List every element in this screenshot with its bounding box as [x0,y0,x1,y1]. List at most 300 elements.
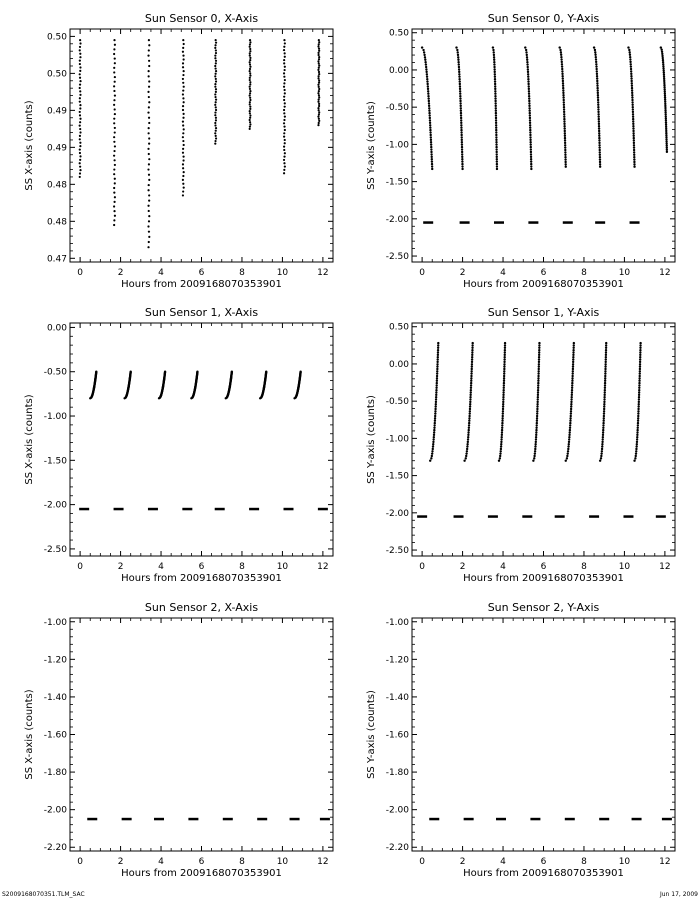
data-point [530,151,532,153]
data-point [501,429,503,431]
data-point [436,363,438,365]
data-point [495,126,497,128]
y-tick-label: -0.50 [385,103,409,114]
data-point [79,152,81,154]
data-point [284,142,286,144]
data-point [665,121,667,123]
data-point [79,77,81,79]
data-point [249,63,251,65]
data-point [633,149,635,151]
data-point [598,127,600,129]
data-point [148,49,150,51]
data-point [471,356,473,358]
data-point [500,450,502,452]
data-point [630,77,632,79]
data-point [537,370,539,372]
data-point [318,82,320,84]
data-point [601,448,603,450]
data-point [569,429,571,431]
data-point [572,354,574,356]
data-point [494,73,496,75]
y-tick-label: -1.00 [385,434,409,445]
data-point [566,455,568,457]
y-tick-label: 0.00 [388,359,409,370]
data-point [113,122,115,124]
data-point [537,375,539,377]
data-point [499,452,501,454]
data-point [79,107,81,109]
data-point [471,351,473,353]
data-point [469,394,471,396]
data-point [664,103,666,105]
data-point [318,105,320,107]
y-tick-label: -1.20 [43,655,67,666]
data-point [639,358,641,360]
data-point [503,377,505,379]
data-point [534,443,536,445]
chart-title: Sun Sensor 0, Y-Axis [487,12,600,25]
data-point [459,97,461,99]
data-point [318,86,320,88]
data-point [283,132,285,134]
data-point [529,129,531,131]
data-point [317,52,319,54]
data-point [499,457,501,459]
x-tick-label: 6 [198,562,205,572]
data-point [423,54,425,56]
data-point [636,438,638,440]
data-point [283,62,285,64]
data-point [665,126,667,128]
data-point [431,156,433,158]
data-point [536,420,538,422]
data-point [537,382,539,384]
data-point [147,55,149,57]
data-point [636,434,638,436]
data-point [499,455,501,457]
data-point [636,431,638,433]
data-point [182,39,184,41]
data-point [601,443,603,445]
data-point [113,210,115,212]
x-tick-label: 0 [419,562,425,572]
chart-title: Sun Sensor 2, X-Axis [144,601,259,614]
data-point [571,387,573,389]
data-point [598,139,600,141]
data-point [537,391,539,393]
data-point [597,89,599,91]
data-point [182,124,184,126]
data-point [633,142,635,144]
data-point [284,56,286,58]
data-point [461,168,463,170]
data-point [562,94,564,96]
data-point [537,389,539,391]
y-axis-label: SS X-axis (counts) [24,100,35,191]
data-point [529,114,531,116]
data-point [182,159,184,161]
data-point [435,389,437,391]
footer-filename: S2009168070351.TLM_SAC [2,891,85,898]
data-point [504,349,506,351]
data-point [665,115,667,117]
data-point [425,66,427,68]
y-tick-label: -1.00 [43,617,67,628]
data-point [433,429,435,431]
data-point [564,156,566,158]
data-point [113,192,115,194]
data-point [568,438,570,440]
data-point [534,445,536,447]
data-point [535,429,537,431]
data-point [214,111,216,113]
data-point [249,39,251,41]
y-tick-label: 0.47 [46,254,67,265]
data-point [148,179,150,181]
data-point [467,434,469,436]
data-point [604,380,606,382]
data-point [318,96,320,98]
data-point [468,422,470,424]
data-point [632,135,634,137]
data-point [214,122,216,124]
data-point [501,434,503,436]
footer-date: Jun 17, 2009 [659,891,698,898]
data-point [601,445,603,447]
data-point [113,155,115,157]
x-tick-label: 12 [659,857,671,867]
data-point [495,151,497,153]
x-tick-label: 8 [581,857,587,867]
data-point [215,42,217,44]
data-point [430,148,432,150]
data-point [494,88,496,90]
data-point [571,391,573,393]
data-point [538,368,540,370]
data-point [528,95,530,97]
data-point [215,106,217,108]
data-point [249,83,251,85]
y-tick-label: -1.60 [43,730,67,741]
data-point [559,49,561,51]
data-point [470,380,472,382]
data-point [502,401,504,403]
data-point [183,113,185,115]
data-point [526,59,528,61]
data-point [249,55,251,57]
data-point [562,87,564,89]
data-point [470,372,472,374]
data-marks [417,342,666,517]
data-point [428,110,430,112]
data-point [215,60,217,62]
data-point [433,434,435,436]
data-point [429,460,431,462]
data-point [317,116,319,118]
data-point [466,443,468,445]
data-point [183,171,185,173]
data-point [249,57,251,59]
data-point [632,120,634,122]
data-point [214,86,216,88]
y-axis-label: SS X-axis (counts) [24,394,35,485]
data-point [283,76,285,78]
data-point [428,100,430,102]
data-point [602,436,604,438]
data-point [182,136,184,138]
data-point [114,164,116,166]
x-tick-label: 8 [581,268,587,278]
data-point [601,450,603,452]
y-tick-label: -1.40 [385,692,409,703]
data-point [605,356,607,358]
data-point [182,163,184,165]
data-point [633,161,635,163]
y-tick-label: -1.00 [385,140,409,151]
data-point [602,427,604,429]
data-point [468,415,470,417]
y-axis-label: SS Y-axis (counts) [366,101,377,190]
data-point [249,94,251,96]
data-point [561,63,563,65]
data-point [637,408,639,410]
data-point [603,408,605,410]
data-point [570,401,572,403]
x-tick-label: 6 [540,857,547,867]
data-point [432,443,434,445]
data-point [562,85,564,87]
data-point [495,134,497,136]
data-point [114,94,116,96]
data-point [660,48,662,50]
data-point [148,117,150,119]
data-point [564,144,566,146]
y-tick-label: -1.20 [385,655,409,666]
data-point [249,117,251,119]
data-point [79,166,81,168]
data-point [249,90,251,92]
data-point [526,63,528,65]
data-point [249,75,251,77]
data-point [494,93,496,95]
data-point [283,59,285,61]
y-tick-label: -1.80 [385,768,409,779]
data-point [318,88,320,90]
data-point [79,63,81,65]
data-point [460,107,462,109]
data-point [471,354,473,356]
data-point [599,163,601,165]
data-point [605,358,607,360]
data-point [215,135,217,137]
data-point [249,68,251,70]
data-point [494,90,496,92]
data-point [283,39,285,41]
data-point [665,132,667,134]
data-point [598,137,600,139]
data-point [421,46,423,48]
data-point [501,431,503,433]
data-point [318,113,320,115]
data-point [501,424,503,426]
data-point [468,427,470,429]
data-point [318,41,320,43]
data-point [284,102,286,104]
data-point [436,380,438,382]
data-point [660,46,662,48]
data-point [284,116,286,118]
data-point [639,372,641,374]
data-point [603,401,605,403]
data-point [664,92,666,94]
data-point [434,422,436,424]
data-point [459,80,461,82]
data-point [431,450,433,452]
data-point [429,124,431,126]
data-point [603,417,605,419]
data-point [631,92,633,94]
data-point [114,76,116,78]
data-point [529,141,531,143]
data-point [634,457,636,459]
y-tick-label: -2.00 [43,805,67,816]
data-point [249,114,251,116]
data-point [79,118,81,120]
data-point [249,106,251,108]
data-point [458,76,460,78]
data-point [603,396,605,398]
data-point [435,387,437,389]
data-point [664,111,666,113]
data-point [503,372,505,374]
data-marks [79,39,321,248]
x-axis-label: Hours from 2009168070353901 [463,279,624,290]
y-tick-label: -0.50 [385,397,409,408]
data-point [563,99,565,101]
data-point [571,384,573,386]
data-point [461,165,463,167]
data-point [632,108,634,110]
data-point [529,136,531,138]
data-point [435,401,437,403]
data-point [496,168,498,170]
data-point [461,146,463,148]
data-point [525,51,527,53]
data-point [604,372,606,374]
data-point [468,429,470,431]
data-point [215,130,217,132]
data-point [538,361,540,363]
data-point [468,424,470,426]
chart-title: Sun Sensor 1, X-Axis [144,306,259,319]
data-point [569,420,571,422]
data-point [469,401,471,403]
data-point [434,408,436,410]
data-point [495,143,497,145]
data-point [494,102,496,104]
data-point [630,70,632,72]
data-point [79,131,81,133]
data-point [493,61,495,63]
data-point [460,119,462,121]
data-point [113,85,115,87]
data-point [595,58,597,60]
data-point [466,445,468,447]
data-point [461,136,463,138]
data-point [596,87,598,89]
data-point [564,146,566,148]
data-point [601,441,603,443]
y-axis-label: SS Y-axis (counts) [366,690,377,779]
data-point [431,163,433,165]
data-point [563,111,565,113]
data-point [528,105,530,107]
data-point [633,151,635,153]
data-point [468,420,470,422]
x-tick-label: 2 [459,857,466,867]
data-point [602,431,604,433]
data-point [215,101,217,103]
data-point [283,72,285,74]
data-point [317,92,319,94]
data-point [637,417,639,419]
data-point [284,42,286,44]
data-point [183,86,185,88]
data-point [317,107,319,109]
data-point [95,371,97,373]
data-point [572,349,574,351]
x-tick-label: 8 [239,268,245,278]
data-point [433,431,435,433]
data-point [532,460,534,462]
data-point [249,48,251,50]
data-point [534,452,536,454]
data-point [459,85,461,87]
data-point [665,138,667,140]
data-point [504,347,506,349]
plot-frame [70,29,333,262]
data-point [318,50,320,52]
data-point [666,149,668,151]
data-point [572,361,574,363]
x-tick-label: 8 [239,857,245,867]
data-point [214,44,216,46]
data-point [597,108,599,110]
data-point [563,101,565,103]
data-point [527,80,529,82]
data-point [249,59,251,61]
data-point [461,153,463,155]
data-point [182,78,184,80]
data-point [147,168,149,170]
data-point [148,163,150,165]
data-point [471,347,473,349]
data-point [600,452,602,454]
data-point [79,138,81,140]
data-point [638,394,640,396]
data-point [429,134,431,136]
data-point [563,125,565,127]
data-point [526,56,528,58]
data-point [633,154,635,156]
data-point [495,107,497,109]
data-point [284,79,286,81]
data-point [471,363,473,365]
data-point [469,405,471,407]
data-point [665,124,667,126]
data-point [600,455,602,457]
data-point [148,215,150,217]
